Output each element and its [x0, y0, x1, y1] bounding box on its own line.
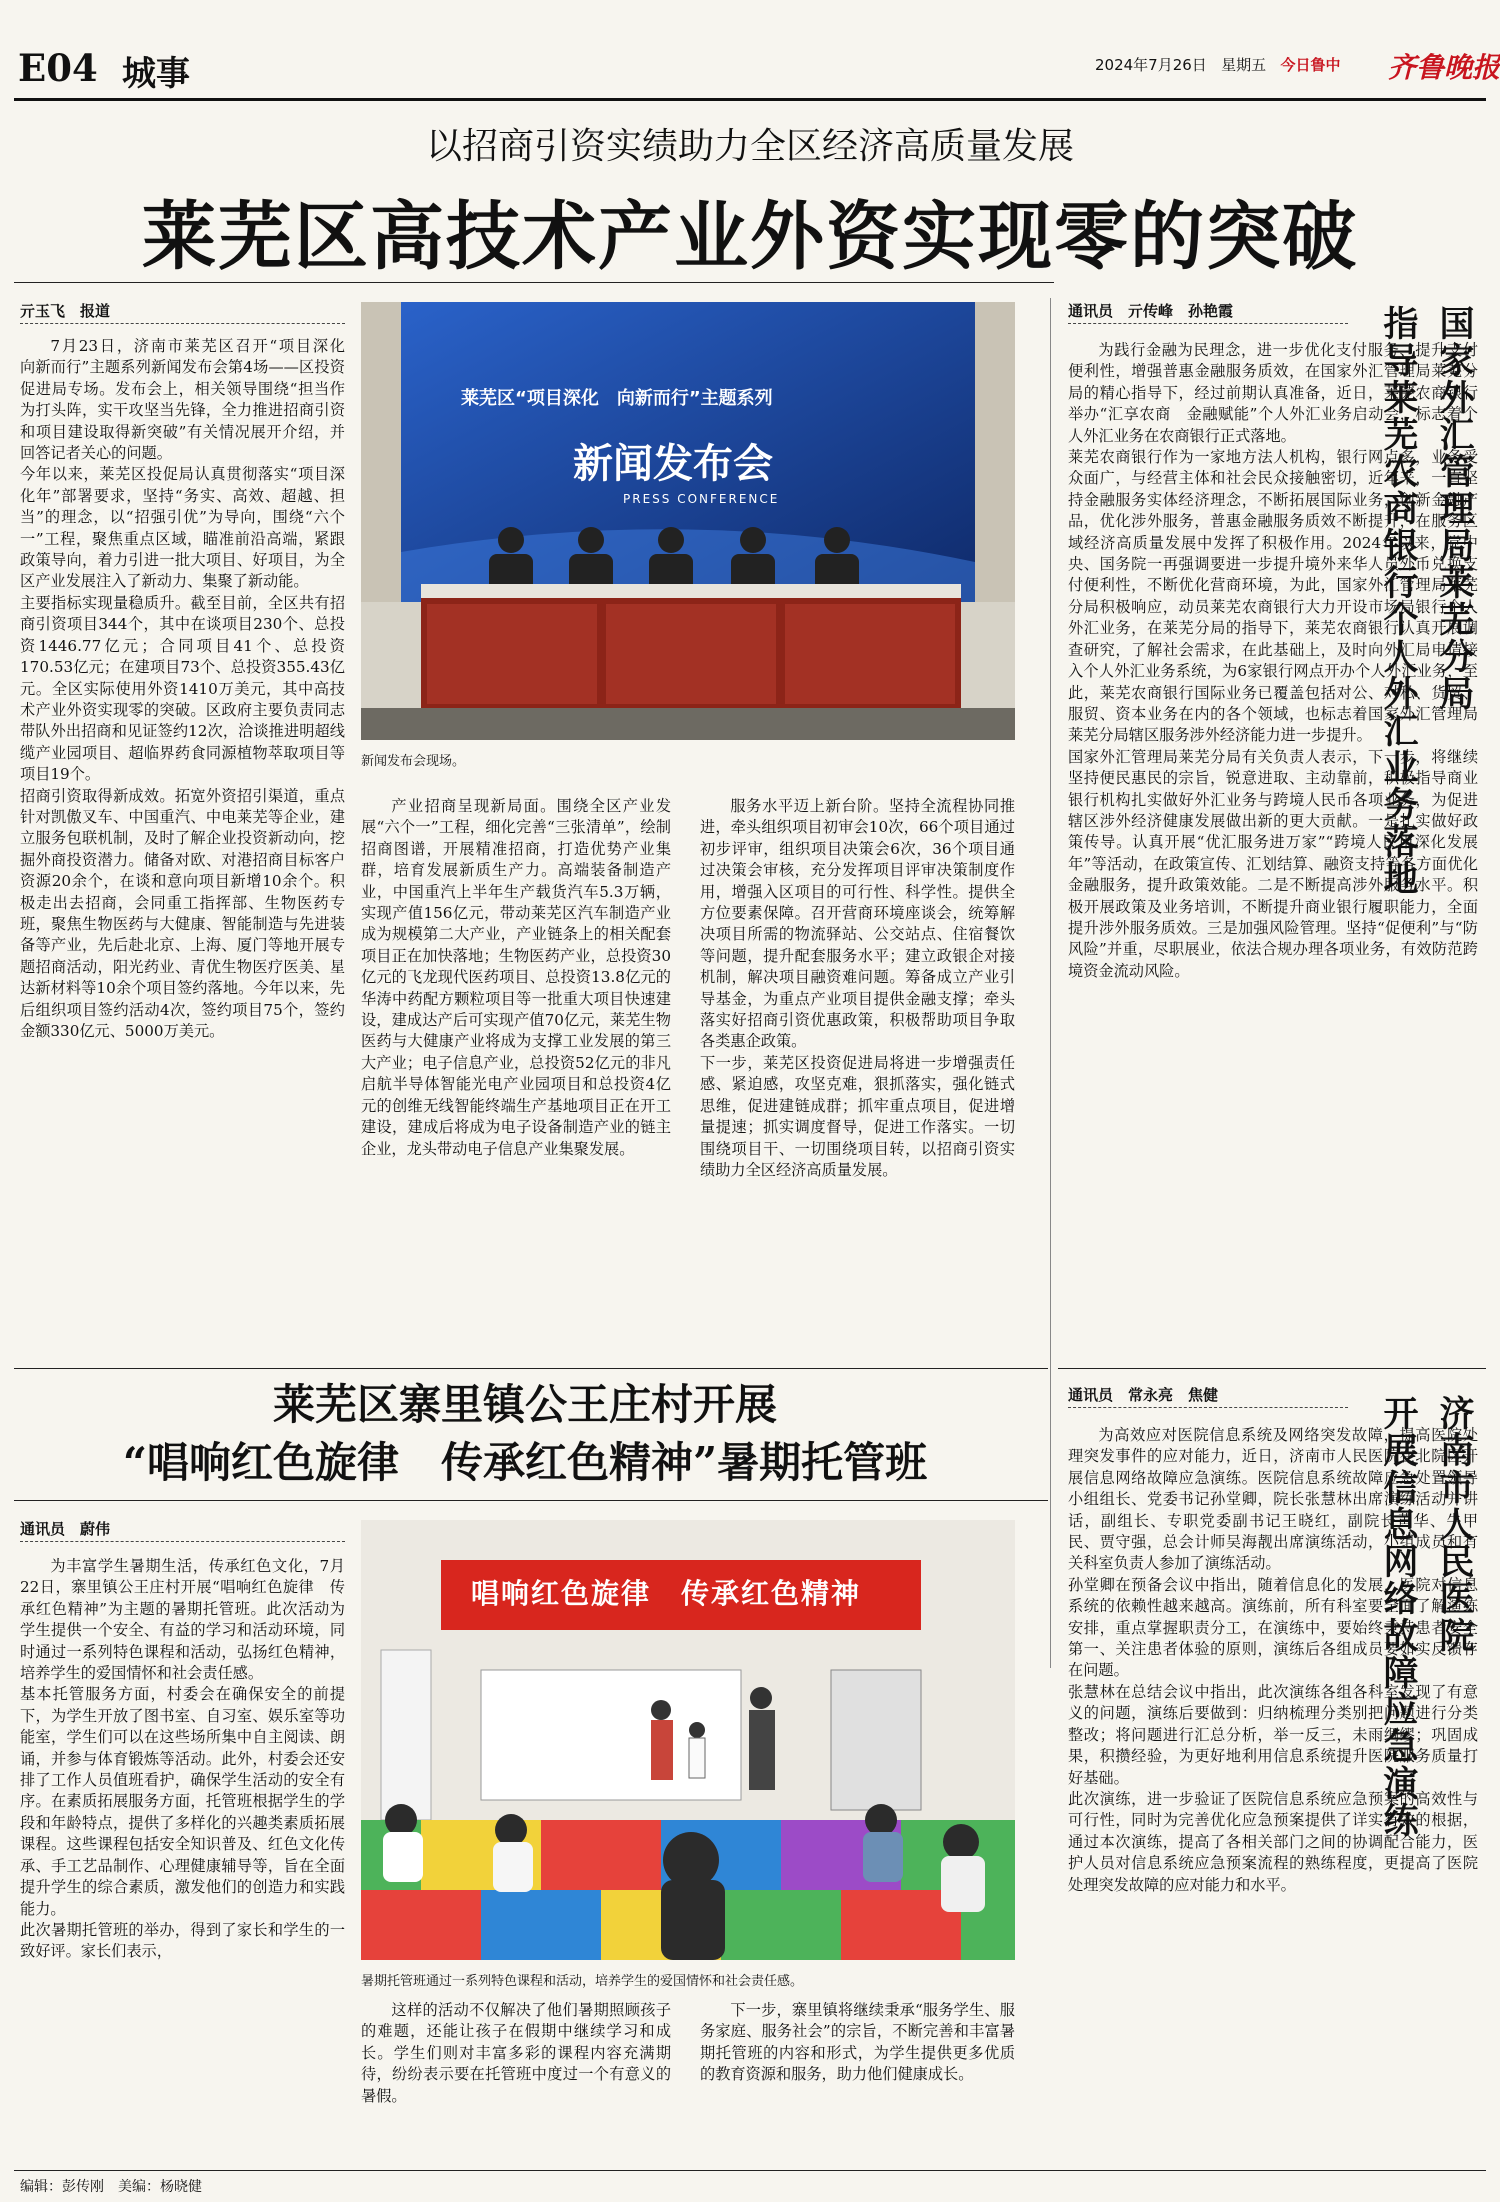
story3-column-3: 下一步，寨里镇将继续秉承“服务学生、服务家庭、服务社会”的宗旨，不断完善和丰富暑期托管班的内容和形式，为学生提供更多优质的教育资源和服务，助力他们健康成长。	[700, 2001, 1015, 2084]
date-text: 2024年7月26日	[1095, 56, 1207, 74]
story3-column-1: 为丰富学生暑期生活，传承红色文化，7月22日，寨里镇公王庄村开展“唱响红色旋律 传承红色精神”为主题的暑期托管班。此次活动为学生提供一个安全、有益的学习和活动环境，同时通过一系列特色课程和活动，弘扬红色精神，培养学生的爱国情怀和社会责任感。 基本托管服务方面，村委会在确保安全的前提下，为学生开放了图书室、自习室、娱乐室等功能室，学生们可以在这些场所集中自主阅读、朗诵，并参与体育锻炼等活动。此外，村委会还安排了工作人员值班看护，确保学生活动的安全有序。在素质拓展服务方面，托管班根据学生的学段和年龄特点，提供了多样化的兴趣类素质拓展课程。这些课程包括安全知识普及、红色文化传承、手工艺品制作、心理健康辅导等，旨在全面提升学生的综合素质，激发他们的创造力和实践能力。 此次暑期托管班的举办，得到了家长和学生的一致好评。家长们表示，	[20, 1557, 345, 1961]
story1-column-3: 服务水平迈上新台阶。坚持全流程协同推进，牵头组织项目初审会10次，66个项目通过初步评审，组织项目决策会6次，36个项目通过决策会审核，充分发挥项目评审决策制度作用，增强入区项目的可行性、科学性。提供全方位要素保障。召开营商环境座谈会，统筹解决项目所需的物流驿站、公交站点、住宿餐饮等问题，提升配套服务水平；建立政银企对接机制，解决项目融资难问题。筹备成立产业引导基金，为重点产业项目提供金融支撑；牵头落实好招商引资优惠政策，积极帮助项目争取各类惠企政策。 下一步，莱芜区投资促进局将进一步增强责任感、紧迫感，攻坚克难，狠抓落实，强化链式思维，促进建链成群；抓牢重点项目，促进增量提速；抓实调度督导，促进工作落实。一切围绕项目干、一切围绕项目转，以招商引资实绩助力全区经济高质量发展。	[700, 797, 1015, 1179]
story2-text: 为践行金融为民理念，进一步优化支付服务、提升支付便利性，增强普惠金融服务质效，在国家外汇管理局莱芜分局的精心指导下，经过前期认真准备，近日，莱芜农商银行举办“汇享农商 金融赋能”个人外汇业务启动会，标志着个人外汇业务在农商银行正式落地。 莱芜农商银行作为一家地方法人机构，银行网点多，业务受众面广，与经营主体和社会民众接触密切，近年来，一直坚持金融服务实体经济理念，不断拓展国际业务，创新金融产品，优化涉外服务，普惠金融服务质效不断提升，在服务区域经济高质量发展中发挥了积极作用。2024年以来，党中央、国务院一再强调要进一步提升境外来华人员外币兑换支付便利性，不断优化营商环境，为此，国家外汇管理局莱芜分局积极响应，动员莱芜农商银行大力开设市场局银行个人外汇业务，在莱芜分局的指导下，莱芜农商银行认真开展调查研究，了解社会需求，在此基础上，及时向外汇局申请接入个人外汇业务系统，为6家银行网点开办个人外汇业务，至此，莱芜农商银行国际业务已覆盖包括对公、对私、货贸、服贸、资本业务在内的各个领域，也标志着国家外汇管理局莱芜分局辖区服务涉外经济能力进一步提升。 国家外汇管理局莱芜分局有关负责人表示，下一步，将继续坚持便民惠民的宗旨，锐意进取、主动靠前，积极指导商业银行机构扎实做好外汇业务与跨境人民币各项业务，为促进辖区涉外经济健康发展做出新的更大贡献。一是扎实做好政策传导。认真开展“优汇服务进万家”“跨境人民币深化发展年”等活动，在政策宣传、汇划结算、融资支持等各方面优化金融服务，提升政策效能。二是不断提高涉外服务水平。积极开展政策及业务培训，不断提升商业银行履职能力，全面提升涉外服务质效。三是加强风险管理。坚持“促便利”与“防风险”并重，尽职展业，依法合规办理各项业务，有效防范跨境资金流动风险。	[1068, 341, 1478, 980]
story3-headline-2: “唱响红色旋律 传承红色精神”暑期托管班	[122, 1438, 928, 1487]
story4-byline: 通讯员 常永亮 焦健	[1068, 1386, 1219, 1404]
class-banner-text: 唱响红色旋律 传承红色精神	[471, 1577, 862, 1610]
summer-class-photo	[361, 1520, 1015, 1960]
story2-byline-rule	[1068, 323, 1348, 324]
story3-column-2: 这样的活动不仅解决了他们暑期照顾孩子的难题，还能让孩子在假期中继续学习和成长。学生们则对丰富多彩的课程内容充满期待，纷纷表示要在托管班中度过一个有意义的暑假。	[361, 2001, 671, 2105]
story1-headline: 莱芜区高技术产业外资实现零的突破	[142, 194, 1358, 280]
story3-byline: 通讯员 蔚伟	[20, 1520, 111, 1538]
story3-head-rule	[14, 1500, 1048, 1501]
press-photo-caption: 新闻发布会现场。	[361, 754, 466, 769]
press-conference-photo	[361, 302, 1015, 740]
story4-top-rule	[1058, 1368, 1486, 1369]
story4-text: 为高效应对医院信息系统及网络突发故障，提高医院处理突发事件的应对能力，近日，济南市人民医院在北院区开展信息网络故障应急演练。医院信息系统故障应急处置领导小组组长、党委书记孙堂卿，院长张慧林出席演练活动并讲话，副组长、专职党委副书记王晓红，副院长黄华、牛甲民、贾守强，总会计师吴海靓出席演练活动，小组成员和有关科室负责人参加了演练活动。 孙堂卿在预备会议中指出，随着信息化的发展，医院对信息系统的依赖性越来越高。演练前，所有科室要全面了解演练安排，重点掌握职责分工，在演练中，要始终秉持患者安全第一、关注患者体验的原则，演练后各组成员要如实反馈存在问题。 张慧林在总结会议中指出，此次演练各组各科室发现了有意义的问题，演练后要做到：归纳梳理分类别把问题进行分类整改；将问题进行汇总分析，举一反三，未雨绸缪；巩固成果，积攒经验，为更好地利用信息系统提升医院服务质量打好基础。 此次演练，进一步验证了医院信息系统应急预案的高效性与可行性，同时为完善优化应急预案提供了详实有效的根据，通过本次演练，提高了各相关部门之间的协调配合能力，医护人员对信息系统应急预案流程的熟练程度，更提高了医院处理突发故障的应对能力和水平。	[1068, 1426, 1478, 1894]
story2-headline: 国家外汇管理局莱芜分局 指导莱芜农商银行个人外汇业务落地	[1378, 305, 1475, 897]
press-conference-illustration	[361, 302, 1015, 740]
story3-top-rule	[14, 1368, 1048, 1369]
story4-headline: 济南市人民医院 开展信息网络故障应急演练	[1378, 1395, 1475, 1839]
weekday-text: 星期五	[1221, 56, 1267, 74]
story2-byline: 通讯员 亓传峰 孙艳霞	[1068, 302, 1234, 320]
story1-rule	[14, 282, 1054, 283]
page-number: E04	[18, 46, 98, 90]
story1-column-2: 产业招商呈现新局面。围绕全区产业发展“六个一”工程，细化完善“三张清单”，绘制招商图谱，开展精准招商，打造优势产业集群，培育发展新质生产力。高端装备制造产业，中国重汽上半年生产载货汽车5.3万辆，实现产值156亿元，带动莱芜区汽车制造产业成为规模第二大产业，产业链条上的相关配套项目正在加快落地；生物医药产业，总投资30亿元的飞龙现代医药项目、总投资13.8亿元的华涛中药配方颗粒项目等一批重大项目快速建设，建成达产后可实现产值70亿元，莱芜生物医药与大健康产业将成为支撑工业发展的第三大产业；电子信息产业，总投资52亿元的非凡启航半导体智能光电产业园项目和总投资4亿元的创维无线智能终端生产基地项目正在开工建设，建成后将成为电子设备制造产业的链主企业，龙头带动电子信息产业集聚发展。	[361, 797, 671, 1158]
story4-byline-rule	[1068, 1407, 1348, 1408]
photo-sub-text: PRESS CONFERENCE	[623, 492, 780, 506]
story1-kicker: 以招商引资实绩助力全区经济高质量发展	[425, 126, 1074, 167]
right-column-divider	[1050, 298, 1051, 1668]
photo-main-text: 新闻发布会	[573, 441, 773, 487]
story1-byline: 亓玉飞 报道	[20, 302, 111, 320]
masthead-rule	[14, 98, 1486, 101]
photo-banner-text: 莱芜区“项目深化 向新而行”主题系列	[461, 388, 773, 409]
footer-rule	[14, 2170, 1486, 2171]
byline-rule	[20, 323, 345, 324]
class-photo-caption: 暑期托管班通过一系列特色课程和活动，培养学生的爱国情怀和社会责任感。	[361, 1974, 804, 1989]
story3-headline-1: 莱芜区寨里镇公王庄村开展	[272, 1380, 777, 1429]
section-name: 城事	[122, 54, 190, 94]
story1-column-1: 7月23日，济南市莱芜区召开“项目深化 向新而行”主题系列新闻发布会第4场——区投资促进局专场。发布会上，相关领导围绕“担当作为打头阵，实干攻坚当先锋，全力推进招商引资和项目建设取得新突破”有关情况展开介绍，并回答记者关心的问题。 今年以来，莱芜区投促局认真贯彻落实“项目深化年”部署要求，坚持“务实、高效、超越、担当”的理念，以“招强引优”为导向，围绕“六个一”工程，聚焦重点区域，瞄准前沿高端，紧跟政策导向，着力引进一批大项目、好项目，为全区产业发展注入了新动力、集聚了新动能。 主要指标实现量稳质升。截至目前，全区共有招商引资项目344个，其中在谈项目230个、总投资1446.77亿元；合同项目41个、总投资170.53亿元；在建项目73个、总投资355.43亿元。全区实际使用外资1410万美元，其中高技术产业外资实现零的突破。区政府主要负责同志带队外出招商和见证签约12次，洽谈推进明超线缆产业园项目、超临界药食同源植物萃取项目等项目19个。 招商引资取得新成效。拓宽外资招引渠道，重点针对凯傲叉车、中国重汽、中电莱芜等企业，建立服务包联机制，及时了解企业投资新动向，挖掘外商投资潜力。储备对欧、对港招商目标客户资源20余个，在谈和意向项目新增10余个。积极走出去招商，会同重工指挥部、生物医药专班，聚焦生物医药与大健康、智能制造与先进装备等产业，先后赴北京、上海、厦门等地开展专题招商活动，阳光药业、青优生物医疗医美、星达新材料等10余个项目签约落地。今年以来，先后组织项目签约活动4次，签约项目75个，签约金额330亿元、5000万美元。	[20, 337, 345, 1040]
story3-byline-rule	[20, 1541, 345, 1542]
editor-credit: 编辑：彭传刚 美编：杨晓健	[20, 2179, 202, 2195]
issue-date	[1095, 54, 1340, 75]
edition-name: 今日鲁中	[1280, 56, 1341, 74]
paper-logo: 齐鲁晚报	[1388, 51, 1500, 84]
